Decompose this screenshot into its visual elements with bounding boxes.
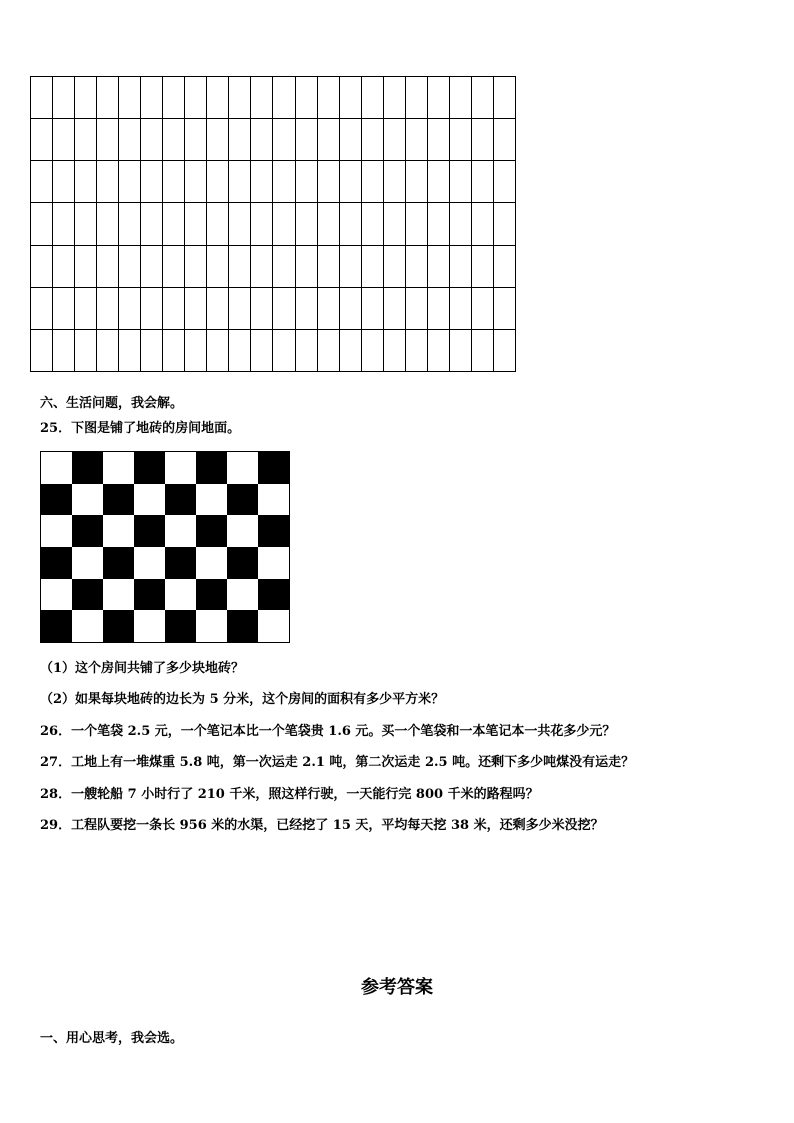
writing-grid-cell <box>472 330 494 372</box>
writing-grid-cell <box>53 77 75 119</box>
writing-grid-cell <box>185 288 207 330</box>
floor-tile-white <box>103 579 134 611</box>
writing-grid-cell <box>251 161 273 203</box>
writing-grid-cell <box>296 246 318 288</box>
floor-tile-white <box>134 610 165 642</box>
writing-grid-cell <box>362 77 384 119</box>
writing-grid-cell <box>494 246 516 288</box>
writing-grid-cell <box>296 161 318 203</box>
writing-grid-cell <box>472 288 494 330</box>
floor-tile-white <box>165 452 196 484</box>
writing-grid-cell <box>31 77 53 119</box>
writing-grid-cell <box>119 161 141 203</box>
writing-grid-cell <box>141 288 163 330</box>
floor-tile-black <box>72 579 103 611</box>
writing-grid-cell <box>251 330 273 372</box>
writing-grid-cell <box>119 288 141 330</box>
writing-grid-cell <box>141 119 163 161</box>
writing-grid-cell <box>207 203 229 245</box>
writing-grid-cell <box>229 161 251 203</box>
writing-grid-cell <box>31 288 53 330</box>
writing-grid-cell <box>318 288 340 330</box>
writing-grid-cell <box>141 203 163 245</box>
writing-grid-cell <box>494 161 516 203</box>
question-25-part-1: （1）这个房间共铺了多少块地砖？ <box>40 661 245 676</box>
writing-grid-cell <box>384 77 406 119</box>
writing-grid-cell <box>273 330 295 372</box>
writing-grid-cell <box>340 77 362 119</box>
writing-grid-cell <box>384 330 406 372</box>
floor-tile-figure <box>40 451 290 643</box>
writing-grid-cell <box>97 161 119 203</box>
floor-tile-white <box>41 515 72 547</box>
writing-grid-cell <box>406 246 428 288</box>
writing-grid-cell <box>163 288 185 330</box>
writing-grid-cell <box>296 119 318 161</box>
writing-grid-cell <box>472 203 494 245</box>
floor-tile-black <box>103 610 134 642</box>
writing-grid-cell <box>472 161 494 203</box>
writing-grid-cell <box>318 330 340 372</box>
writing-grid-cell <box>318 77 340 119</box>
writing-grid-cell <box>450 161 472 203</box>
floor-tile-white <box>165 515 196 547</box>
floor-tile-white <box>165 579 196 611</box>
writing-grid-cell <box>296 203 318 245</box>
writing-grid-cell <box>229 246 251 288</box>
writing-grid-cell <box>229 288 251 330</box>
floor-tile-white <box>227 579 258 611</box>
writing-grid-cell <box>273 288 295 330</box>
floor-tile-black <box>134 452 165 484</box>
writing-grid-cell <box>75 161 97 203</box>
floor-tile-white <box>227 515 258 547</box>
writing-grid-cell <box>428 288 450 330</box>
writing-grid-cell <box>163 77 185 119</box>
writing-grid-cell <box>362 288 384 330</box>
question-26: 26．一个笔袋 2.5 元，一个笔记本比一个笔袋贵 1.6 元。买一个笔袋和一本笔记本一共花多少元？ <box>40 724 616 739</box>
floor-tile-black <box>165 484 196 516</box>
writing-grid-cell <box>428 119 450 161</box>
answer-key-title: 参考答案 <box>361 977 433 998</box>
writing-grid-cell <box>119 119 141 161</box>
writing-grid-cell <box>428 77 450 119</box>
writing-grid-cell <box>207 288 229 330</box>
question-29: 29．工程队要挖一条长 956 米的水渠，已经挖了 15 天，平均每天挖 38 米，还剩多少米没挖？ <box>40 818 604 833</box>
writing-grid-cell <box>207 161 229 203</box>
writing-grid-cell <box>428 330 450 372</box>
writing-grid-cell <box>340 119 362 161</box>
writing-grid-cell <box>494 203 516 245</box>
writing-grid-cell <box>119 246 141 288</box>
floor-tile-black <box>72 515 103 547</box>
writing-grid-cell <box>362 203 384 245</box>
answer-section-1-heading: 一、用心思考，我会选。 <box>40 1031 184 1046</box>
floor-tile-black <box>227 484 258 516</box>
writing-grid <box>30 76 516 372</box>
floor-tile-black <box>41 484 72 516</box>
floor-tile-white <box>258 547 289 579</box>
writing-grid-cell <box>31 161 53 203</box>
writing-grid-cell <box>229 203 251 245</box>
writing-grid-cell <box>340 330 362 372</box>
question-25-stem: 25．下图是铺了地砖的房间地面。 <box>40 421 241 436</box>
writing-grid-cell <box>494 330 516 372</box>
writing-grid-cell <box>428 246 450 288</box>
floor-tile-black <box>41 610 72 642</box>
writing-grid-cell <box>450 203 472 245</box>
writing-grid-cell <box>75 119 97 161</box>
writing-grid-cell <box>384 203 406 245</box>
writing-grid-cell <box>406 161 428 203</box>
writing-grid-cell <box>406 77 428 119</box>
writing-grid-cell <box>207 330 229 372</box>
writing-grid-cell <box>185 246 207 288</box>
floor-tile-black <box>196 452 227 484</box>
floor-tile-black <box>41 547 72 579</box>
writing-grid-cell <box>273 246 295 288</box>
writing-grid-cell <box>494 119 516 161</box>
writing-grid-cell <box>163 330 185 372</box>
writing-grid-cell <box>185 161 207 203</box>
writing-grid-cell <box>141 161 163 203</box>
writing-grid-cell <box>406 288 428 330</box>
writing-grid-cell <box>53 203 75 245</box>
writing-grid-cell <box>251 119 273 161</box>
writing-grid-cell <box>450 288 472 330</box>
floor-tile-black <box>72 452 103 484</box>
writing-grid-cell <box>340 246 362 288</box>
writing-grid-cell <box>75 288 97 330</box>
writing-grid-cell <box>119 330 141 372</box>
floor-tile-white <box>258 484 289 516</box>
writing-grid-cell <box>318 161 340 203</box>
writing-grid-cell <box>251 77 273 119</box>
writing-grid-cell <box>472 246 494 288</box>
writing-grid-cell <box>428 161 450 203</box>
writing-grid-cell <box>472 77 494 119</box>
writing-grid-cell <box>97 119 119 161</box>
writing-grid-cell <box>450 119 472 161</box>
floor-tile-white <box>103 515 134 547</box>
writing-grid-cell <box>207 77 229 119</box>
floor-tile-white <box>72 610 103 642</box>
writing-grid-cell <box>163 161 185 203</box>
writing-grid-cell <box>362 246 384 288</box>
writing-grid-cell <box>53 119 75 161</box>
floor-tile-black <box>196 579 227 611</box>
floor-tile-black <box>196 515 227 547</box>
writing-grid-cell <box>31 119 53 161</box>
writing-grid-cell <box>229 330 251 372</box>
writing-grid-cell <box>406 119 428 161</box>
floor-tile-white <box>258 610 289 642</box>
writing-grid-cell <box>185 330 207 372</box>
floor-tile-white <box>103 452 134 484</box>
writing-grid-cell <box>362 119 384 161</box>
writing-grid-cell <box>296 288 318 330</box>
writing-grid-cell <box>273 161 295 203</box>
writing-grid-cell <box>296 330 318 372</box>
writing-grid-cell <box>406 330 428 372</box>
writing-grid-cell <box>119 203 141 245</box>
writing-grid-cell <box>53 161 75 203</box>
writing-grid-cell <box>384 288 406 330</box>
writing-grid-cell <box>229 119 251 161</box>
writing-grid-cell <box>97 246 119 288</box>
writing-grid-cell <box>318 246 340 288</box>
writing-grid-cell <box>273 119 295 161</box>
writing-grid-cell <box>450 77 472 119</box>
floor-tile-white <box>41 452 72 484</box>
floor-tile-black <box>227 610 258 642</box>
writing-grid-cell <box>141 77 163 119</box>
writing-grid-cell <box>163 246 185 288</box>
writing-grid-cell <box>340 288 362 330</box>
writing-grid-cell <box>185 119 207 161</box>
writing-grid-cell <box>31 203 53 245</box>
writing-grid-cell <box>472 119 494 161</box>
writing-grid-cell <box>163 119 185 161</box>
floor-tile-white <box>72 547 103 579</box>
floor-tile-black <box>103 484 134 516</box>
writing-grid-cell <box>362 330 384 372</box>
writing-grid-cell <box>75 77 97 119</box>
writing-grid-cell <box>75 330 97 372</box>
floor-tile-black <box>258 579 289 611</box>
writing-grid-cell <box>207 246 229 288</box>
writing-grid-cell <box>119 77 141 119</box>
writing-grid-cell <box>428 203 450 245</box>
floor-tile-black <box>165 547 196 579</box>
writing-grid-cell <box>362 161 384 203</box>
writing-grid-cell <box>97 203 119 245</box>
floor-tile-black <box>103 547 134 579</box>
floor-tile-white <box>227 452 258 484</box>
writing-grid-cell <box>450 246 472 288</box>
writing-grid-cell <box>251 246 273 288</box>
floor-tile-white <box>134 484 165 516</box>
writing-grid-cell <box>141 246 163 288</box>
floor-tile-black <box>258 452 289 484</box>
writing-grid-cell <box>229 77 251 119</box>
writing-grid-cell <box>163 203 185 245</box>
writing-grid-cell <box>251 203 273 245</box>
writing-grid-cell <box>251 288 273 330</box>
question-28: 28．一艘轮船 7 小时行了 210 千米，照这样行驶，一天能行完 800 千米的路程吗？ <box>40 787 539 802</box>
writing-grid-cell <box>185 203 207 245</box>
writing-grid-cell <box>75 203 97 245</box>
writing-grid-cell <box>318 119 340 161</box>
writing-grid-cell <box>494 77 516 119</box>
writing-grid-cell <box>406 203 428 245</box>
writing-grid-cell <box>296 77 318 119</box>
writing-grid-cell <box>141 330 163 372</box>
writing-grid-cell <box>450 330 472 372</box>
floor-tile-white <box>196 484 227 516</box>
floor-tile-white <box>196 610 227 642</box>
writing-grid-cell <box>97 330 119 372</box>
floor-tile-black <box>134 515 165 547</box>
writing-grid-cell <box>31 246 53 288</box>
writing-grid-cell <box>384 161 406 203</box>
writing-grid-cell <box>384 246 406 288</box>
writing-grid-cell <box>273 77 295 119</box>
floor-tile-black <box>258 515 289 547</box>
writing-grid-cell <box>53 288 75 330</box>
writing-grid-cell <box>97 288 119 330</box>
writing-grid-cell <box>185 77 207 119</box>
floor-tile-black <box>227 547 258 579</box>
writing-grid-cell <box>53 246 75 288</box>
writing-grid-cell <box>75 246 97 288</box>
floor-tile-white <box>134 547 165 579</box>
question-27: 27．工地上有一堆煤重 5.8 吨，第一次运走 2.1 吨，第二次运走 2.5 吨。还剩下多少吨煤没有运走？ <box>40 755 635 770</box>
writing-grid-cell <box>207 119 229 161</box>
floor-tile-white <box>196 547 227 579</box>
writing-grid-cell <box>384 119 406 161</box>
floor-tile-white <box>41 579 72 611</box>
floor-tile-black <box>165 610 196 642</box>
floor-tile-white <box>72 484 103 516</box>
writing-grid-cell <box>340 203 362 245</box>
writing-grid-cell <box>273 203 295 245</box>
writing-grid-cell <box>340 161 362 203</box>
writing-grid-cell <box>31 330 53 372</box>
writing-grid-cell <box>318 203 340 245</box>
floor-tile-black <box>134 579 165 611</box>
writing-grid-cell <box>494 288 516 330</box>
writing-grid-cell <box>53 330 75 372</box>
writing-grid-cell <box>97 77 119 119</box>
question-25-part-2: （2）如果每块地砖的边长为 5 分米，这个房间的面积有多少平方米？ <box>40 692 445 707</box>
section-6-heading: 六、生活问题，我会解。 <box>40 396 184 411</box>
